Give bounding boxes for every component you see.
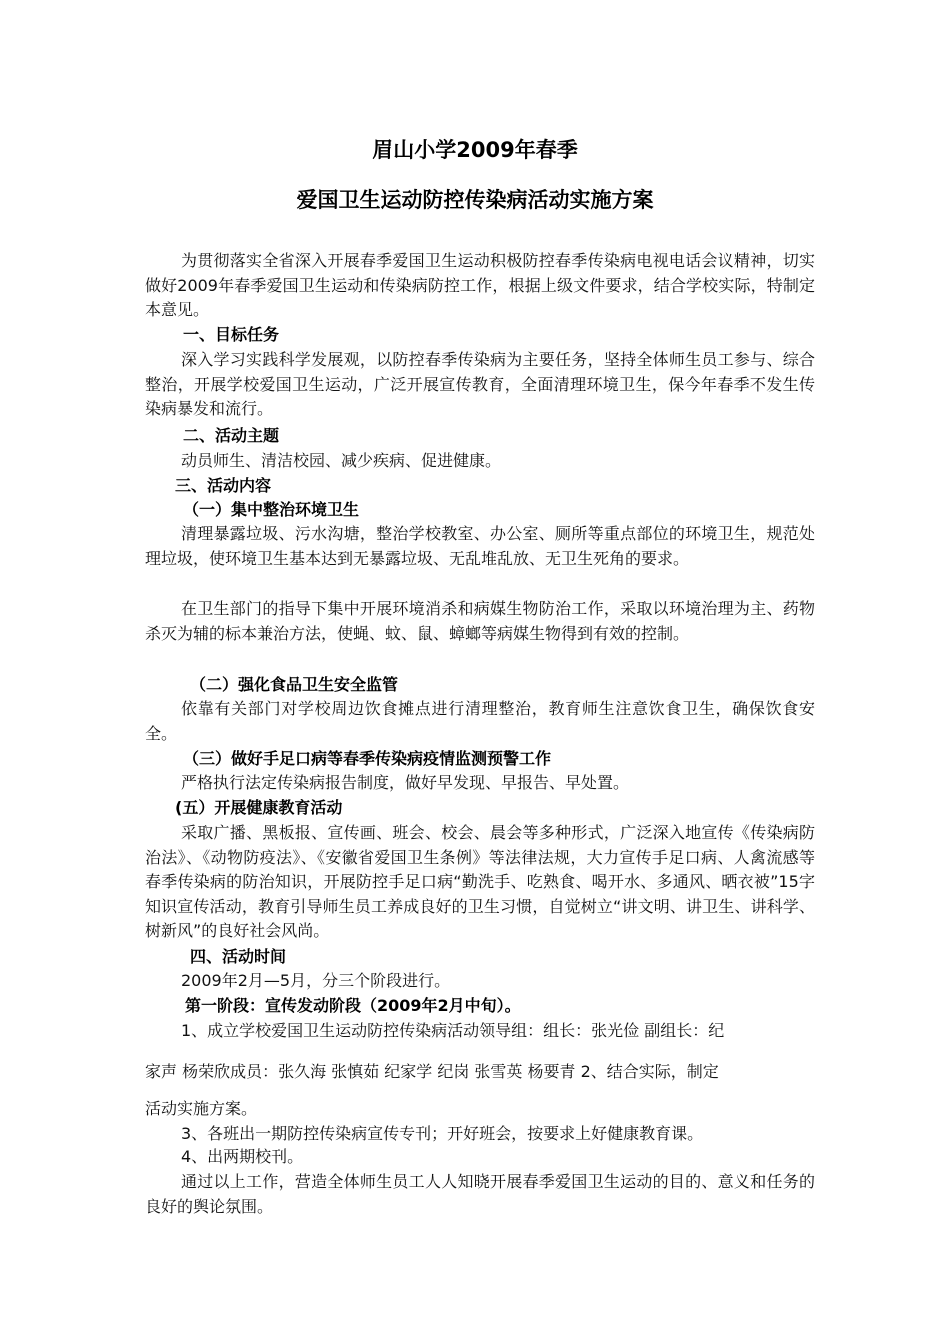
- subheading-health-education: (五）开展健康教育活动: [175, 798, 343, 817]
- heading-schedule: 四、活动时间: [190, 947, 287, 966]
- heading-theme: 二、活动主题: [183, 426, 280, 445]
- doc-title-line1: 眉山小学2009年春季: [372, 138, 578, 162]
- schedule-paragraph: 2009年2月—5月，分三个阶段进行。: [181, 971, 451, 990]
- item-1-line-2: 家声 杨荣欣成员：张久海 张慎茹 纪家学 纪岗 张雪英 杨要青 2、结合实际，制定: [145, 1062, 719, 1081]
- item-4: 4、出两期校刊。: [181, 1147, 304, 1166]
- closing-paragraph: 通过以上工作，营造全体师生员工人人知晓开展春季爱国卫生运动的目的、意义和任务的良好的舆论氛围。: [145, 1172, 815, 1216]
- subheading-environment: （一）集中整治环境卫生: [183, 500, 360, 519]
- food-safety-paragraph: 依靠有关部门对学校周边饮食摊点进行清理整治，教育师生注意饮食卫生，确保饮食安全。: [145, 699, 815, 743]
- item-1-line-1: 1、成立学校爱国卫生运动防控传染病活动领导组：组长：张光俭 副组长：纪: [181, 1021, 725, 1040]
- subheading-monitoring: （三）做好手足口病等春季传染病疫情监测预警工作: [183, 749, 552, 768]
- heading-goals: 一、目标任务: [183, 325, 280, 344]
- subheading-food-safety: （二）强化食品卫生安全监管: [190, 675, 399, 694]
- intro-paragraph: 为贯彻落实全省深入开展春季爱国卫生运动积极防控春季传染病电视电话会议精神，切实做好2009年春季爱国卫生运动和传染病防控工作，根据上级文件要求，结合学校实际，特制定本意见。: [145, 251, 815, 319]
- doc-title-line2: 爱国卫生运动防控传染病活动实施方案: [296, 188, 654, 212]
- goals-paragraph: 深入学习实践科学发展观，以防控春季传染病为主要任务，坚持全体师生员工参与、综合整治，开展学校爱国卫生运动，广泛开展宣传教育，全面清理环境卫生，保今年春季不发生传染病暴发和流行。: [145, 350, 815, 418]
- heading-content: 三、活动内容: [175, 476, 272, 495]
- monitoring-paragraph: 严格执行法定传染病报告制度，做好早发现、早报告、早处置。: [181, 773, 630, 792]
- item-3: 3、各班出一期防控传染病宣传专刊；开好班会，按要求上好健康教育课。: [181, 1124, 704, 1143]
- health-education-paragraph: 采取广播、黑板报、宣传画、班会、校会、晨会等多种形式，广泛深入地宣传《传染病防治法》、《动物防疫法》、《安徽省爱国卫生条例》等法律法规，大力宣传手足口病、人禽流感等春季传染病的防治知识，开展防控手足口病“勤洗手、吃熟食、喝开水、多通风、晒衣被”15字知识宣传活动，教育引导师生员工养成良好的卫生习惯，自觉树立“讲文明、讲卫生、讲科学、树新风”的良好社会风尚。: [145, 823, 815, 940]
- item-1-line-3: 活动实施方案。: [145, 1099, 258, 1118]
- environment-paragraph-1: 清理暴露垃圾、污水沟塘，整治学校教室、办公室、厕所等重点部位的环境卫生，规范处理垃圾，使环境卫生基本达到无暴露垃圾、无乱堆乱放、无卫生死角的要求。: [145, 524, 815, 568]
- stage-one-heading: 第一阶段：宣传发动阶段（2009年2月中旬）。: [185, 996, 521, 1015]
- environment-paragraph-2: 在卫生部门的指导下集中开展环境消杀和病媒生物防治工作，采取以环境治理为主、药物杀灭为辅的标本兼治方法，使蝇、蚊、鼠、蟑螂等病媒生物得到有效的控制。: [145, 599, 815, 643]
- theme-paragraph: 动员师生、清洁校园、减少疾病、促进健康。: [181, 451, 502, 470]
